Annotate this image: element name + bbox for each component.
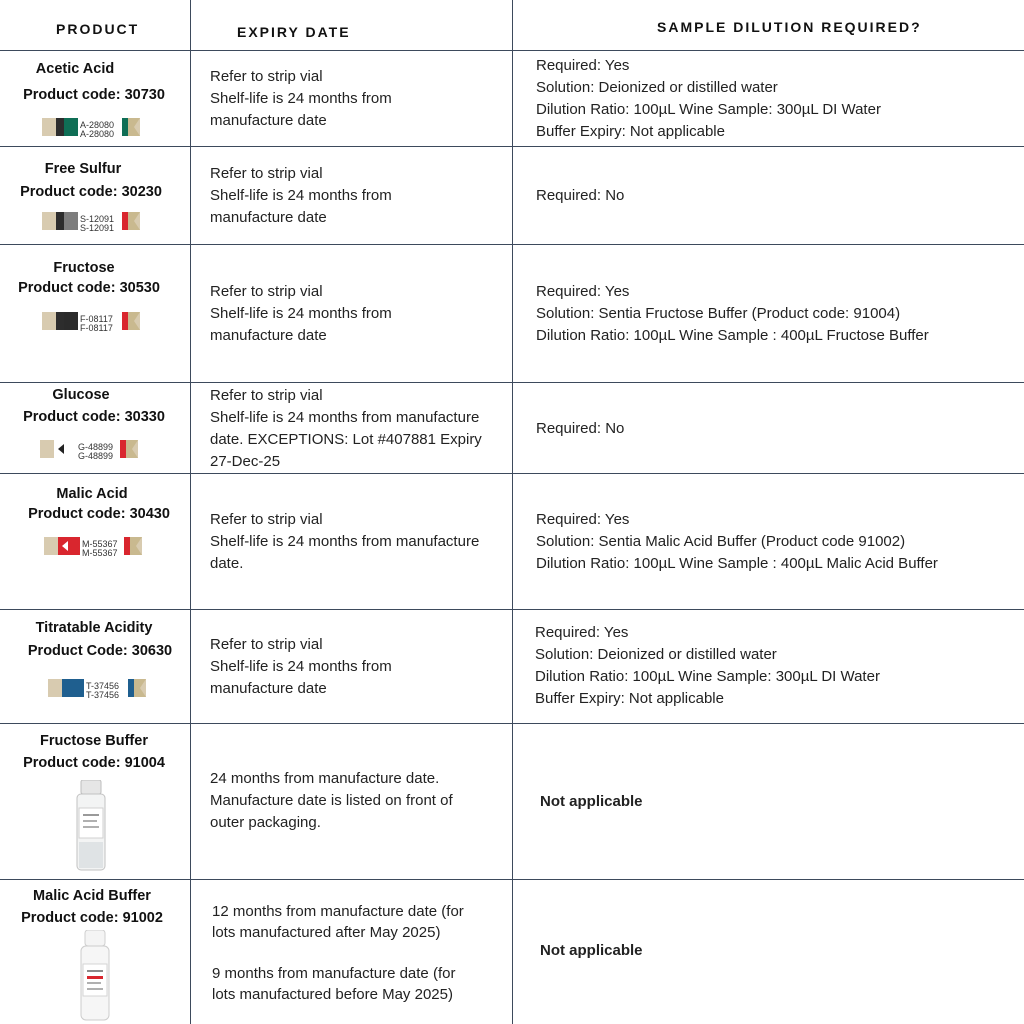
strip-color-band <box>64 118 78 136</box>
product-cell <box>0 752 189 774</box>
expiry-line: Shelf-life is 24 months from manufacture <box>210 409 480 426</box>
product-name: Acetic Acid <box>35 61 115 77</box>
strip-color-band <box>64 212 78 230</box>
strip-code: F-08117 <box>80 323 113 332</box>
dilution-line: Solution: Deionized or distilled water <box>535 646 777 663</box>
product-code: Product code: 30230 <box>20 184 162 200</box>
expiry-line: manufacture date <box>210 680 327 697</box>
strip-code: S-12091 <box>80 223 115 232</box>
expiry-line: Manufacture date is listed on front of <box>210 792 453 809</box>
product-code: Product Code: 30630 <box>27 643 173 659</box>
expiry-line: lots manufactured before May 2025) <box>212 986 453 1003</box>
header-product: PRODUCT <box>56 21 140 37</box>
strip-code: A-28080 <box>80 120 115 130</box>
product-cell <box>4 503 194 525</box>
test-strip-image <box>48 677 146 699</box>
expiry-line: Refer to strip vial <box>210 283 323 300</box>
dilution-cell <box>536 55 881 143</box>
test-strip-image <box>42 116 140 138</box>
expiry-line: Shelf-life is 24 months from <box>210 187 392 204</box>
product-cell <box>0 257 179 279</box>
expiry-line: date. EXCEPTIONS: Lot #407881 Expiry <box>210 431 482 448</box>
strip-code: G-48899 <box>78 451 114 460</box>
expiry-line: 9 months from manufacture date (for <box>212 965 456 982</box>
dilution-line: Required: Yes <box>536 511 630 528</box>
dilution-cell <box>540 940 643 962</box>
expiry-line: outer packaging. <box>210 814 321 831</box>
dilution-line: Solution: Sentia Fructose Buffer (Product code: 91004) <box>536 305 901 322</box>
expiry-line: lots manufactured after May 2025) <box>212 924 441 941</box>
product-name: Titratable Acidity <box>35 620 153 636</box>
strip-code: T-37456 <box>86 690 120 699</box>
strip-code: G-48899 <box>78 442 114 452</box>
product-code: Product code: 91002 <box>21 910 163 926</box>
test-strip-image <box>42 210 140 232</box>
dilution-line: Buffer Expiry: Not applicable <box>535 690 724 707</box>
strip-code: F-08117 <box>80 314 113 324</box>
expiry-line: Shelf-life is 24 months from <box>210 658 392 675</box>
product-cell <box>0 406 189 428</box>
expiry-line: Refer to strip vial <box>210 68 323 85</box>
expiry-cell <box>210 385 482 473</box>
dilution-cell <box>536 185 624 207</box>
product-cell <box>5 640 195 662</box>
expiry-cell <box>210 768 453 834</box>
product-name: Free Sulfur <box>44 161 122 177</box>
dilution-line: Dilution Ratio: 100µL Wine Sample : 400µL Malic Acid Buffer <box>536 555 938 572</box>
expiry-line: Refer to strip vial <box>210 387 323 404</box>
expiry-line <box>212 943 464 963</box>
strip-color-band <box>62 679 84 697</box>
expiry-cell <box>210 163 392 229</box>
header-expiry-date: EXPIRY DATE <box>237 24 351 40</box>
expiry-line: manufacture date <box>210 209 327 226</box>
product-name: Fructose <box>53 260 115 276</box>
product-name: Malic Acid <box>56 486 128 502</box>
expiry-line: 27-Dec-25 <box>210 453 281 470</box>
product-code: Product code: 91004 <box>23 755 165 771</box>
strip-code: A-28080 <box>80 129 115 138</box>
test-strip-image <box>40 438 138 460</box>
dilution-line: Required: No <box>536 187 625 204</box>
strip-color-band <box>54 440 76 458</box>
product-cell <box>0 483 187 505</box>
dilution-line: Required: No <box>536 420 625 437</box>
test-strip-image <box>44 535 142 557</box>
dilution-cell <box>536 281 929 347</box>
dilution-line: Required: Yes <box>535 624 629 641</box>
expiry-line: 24 months from manufacture date. <box>210 770 440 787</box>
expiry-line: manufacture date <box>210 112 327 129</box>
strip-code: M-55367 <box>82 539 118 549</box>
expiry-line: Shelf-life is 24 months from <box>210 305 392 322</box>
expiry-line: 12 months from manufacture date (for <box>212 903 464 920</box>
product-cell <box>0 181 186 203</box>
expiry-line: Shelf-life is 24 months from manufacture <box>210 533 480 550</box>
product-cell <box>0 730 189 752</box>
expiry-cell <box>210 634 392 700</box>
buffer-bottle-image <box>78 930 112 1022</box>
expiry-cell <box>210 281 392 347</box>
test-strip-image <box>42 310 140 332</box>
dilution-line: Buffer Expiry: Not applicable <box>536 123 725 140</box>
dilution-line: Required: Yes <box>536 57 630 74</box>
strip-color-band <box>64 312 78 330</box>
product-cell <box>0 158 178 180</box>
column-divider <box>512 0 513 1024</box>
dilution-line: Solution: Sentia Malic Acid Buffer (Product code 91002) <box>536 533 906 550</box>
product-cell <box>0 84 189 106</box>
expiry-line: Refer to strip vial <box>210 636 323 653</box>
expiry-cell <box>212 901 464 1005</box>
product-code: Product code: 30530 <box>18 280 160 296</box>
product-name: Glucose <box>52 387 110 403</box>
dilution-cell <box>540 791 643 813</box>
expiry-line: manufacture date <box>210 327 327 344</box>
product-cell <box>0 277 184 299</box>
product-cell <box>0 58 170 80</box>
dilution-cell <box>536 509 938 575</box>
dilution-cell <box>535 622 880 710</box>
buffer-bottle-image <box>74 780 108 872</box>
expiry-line: date. <box>210 555 244 572</box>
dilution-line: Not applicable <box>540 793 643 810</box>
strip-code: T-37456 <box>86 681 120 691</box>
product-cell <box>0 617 189 639</box>
dilution-line: Dilution Ratio: 100µL Wine Sample : 400µL Fructose Buffer <box>536 327 929 344</box>
product-cell <box>0 384 176 406</box>
product-name: Malic Acid Buffer <box>33 888 151 904</box>
product-code: Product code: 30730 <box>23 87 165 103</box>
expiry-line: Shelf-life is 24 months from <box>210 90 392 107</box>
expiry-line: Refer to strip vial <box>210 165 323 182</box>
product-code: Product code: 30430 <box>28 506 170 522</box>
dilution-line: Solution: Deionized or distilled water <box>536 79 778 96</box>
strip-code: M-55367 <box>82 548 118 557</box>
product-cell <box>0 907 187 929</box>
product-cell <box>0 885 187 907</box>
dilution-line: Dilution Ratio: 100µL Wine Sample: 300µL DI Water <box>535 668 880 685</box>
expiry-cell <box>210 66 392 132</box>
expiry-cell <box>210 509 479 575</box>
dilution-line: Dilution Ratio: 100µL Wine Sample: 300µL DI Water <box>536 101 881 118</box>
dilution-line: Required: Yes <box>536 283 630 300</box>
dilution-cell <box>536 418 624 440</box>
strip-color-band <box>58 537 80 555</box>
product-code: Product code: 30330 <box>23 409 165 425</box>
strip-code: S-12091 <box>80 214 115 224</box>
dilution-line: Not applicable <box>540 942 643 959</box>
header-sample-dilution: SAMPLE DILUTION REQUIRED? <box>657 19 922 35</box>
expiry-line: Refer to strip vial <box>210 511 323 528</box>
product-name: Fructose Buffer <box>40 733 148 749</box>
